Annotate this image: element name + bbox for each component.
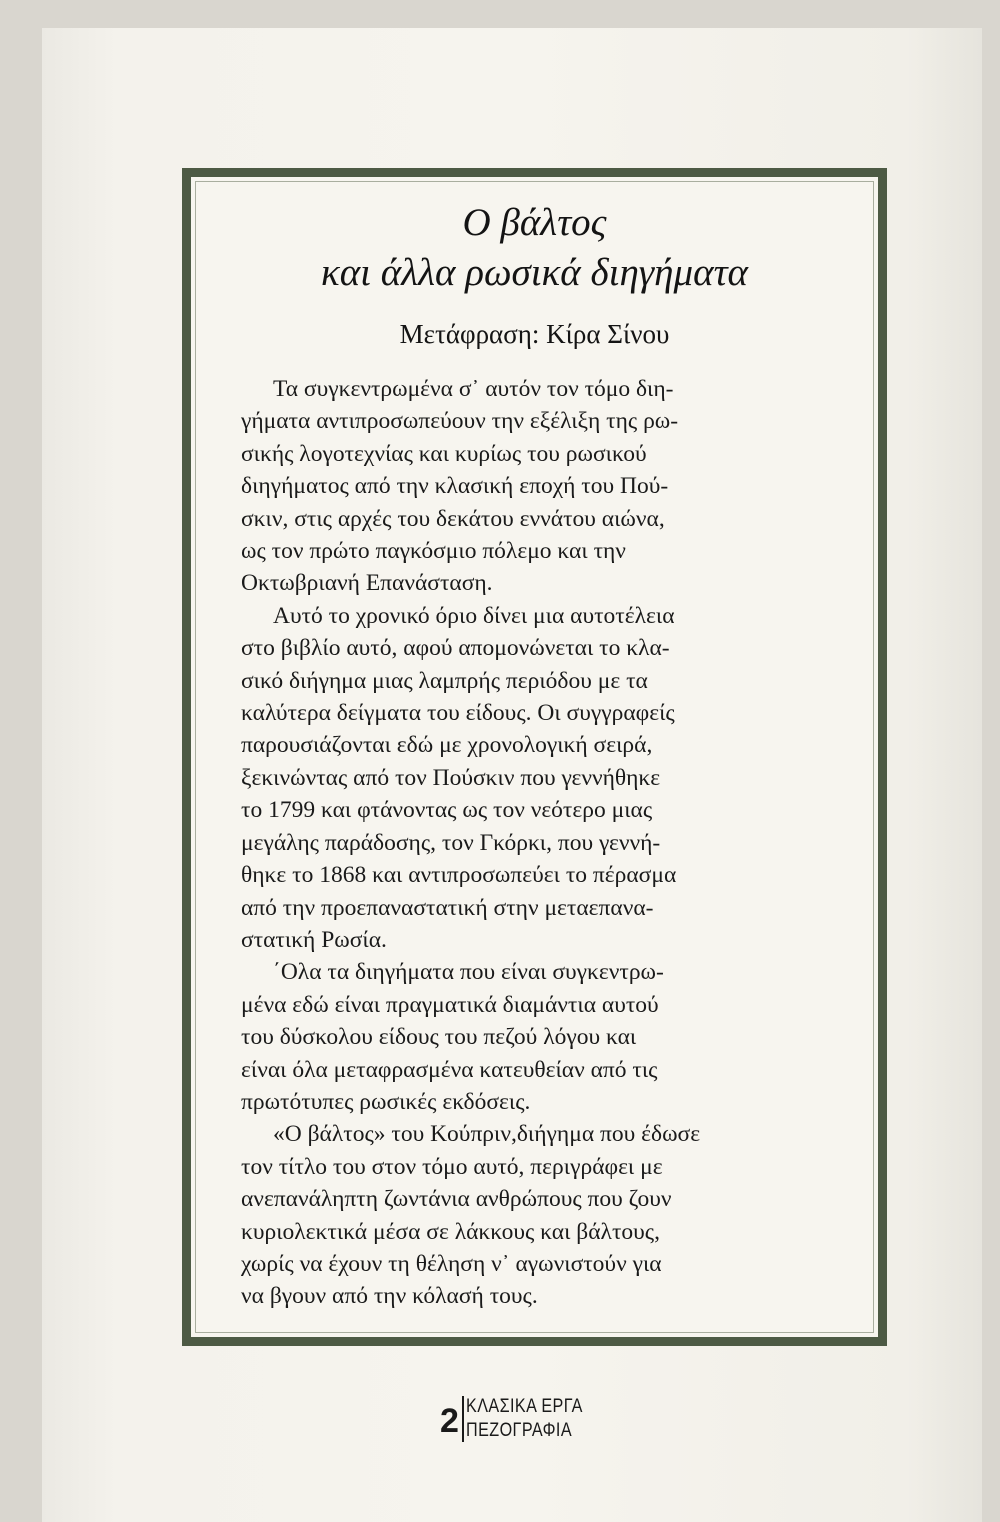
description-line: σικής λογοτεχνίας και κυρίως του ρωσικού (241, 440, 647, 467)
description-line: τον τίτλο του στον τόμο αυτό, περιγράφει με (241, 1153, 663, 1180)
description-line: Οκτωβριανή Επανάσταση. (241, 570, 493, 597)
description-line: στατική Ρωσία. (241, 926, 387, 953)
description-line: να βγουν από την κόλασή τους. (241, 1283, 538, 1310)
series-divider (462, 1396, 464, 1442)
description-text (241, 373, 841, 1313)
translator-credit: Μετάφραση: Κίρα Σίνου (399, 319, 670, 349)
series-genre: ΠΕΖΟΓΡΑΦΙΑ (466, 1420, 573, 1441)
description-line: το 1799 και φτάνοντας ως τον νεότερο μιας (241, 797, 653, 824)
series-number: 2 (440, 1402, 459, 1440)
description-line: καλύτερα δείγματα του είδους. Οι συγγραφείς (241, 700, 675, 727)
series-name: ΚΛΑΣΙΚΑ ΕΡΓΑ (466, 1396, 583, 1417)
description-line: ως τον πρώτο παγκόσμιο πόλεμο και την (241, 538, 626, 565)
description-line: σικό διήγημα μιας λαμπρής περιόδου με τα (241, 667, 648, 694)
description-line: του δύσκολου είδους του πεζού λόγου και (241, 1024, 637, 1051)
description-line: μεγάλης παράδοσης, τον Γκόρκι, που γεννή- (241, 829, 661, 856)
description-line: Τα συγκεντρωμένα σ᾽ αυτόν τον τόμο διη- (273, 376, 674, 402)
description-line: παρουσιάζονται εδώ με χρονολογική σειρά, (241, 732, 653, 759)
book-title: Ο βάλτος (462, 201, 607, 244)
book-back-cover (42, 28, 982, 1522)
description-line: χωρίς να έχουν τη θέληση ν᾽ αγωνιστούν για (241, 1250, 662, 1277)
description-line: στο βιβλίο αυτό, αφού απομονώνεται το κλα- (241, 635, 670, 662)
description-line: διηγήματος από την κλασική εποχή του Πού- (241, 473, 669, 500)
description-line: γήματα αντιπροσωπεύουν την εξέλιξη της ρω- (241, 408, 679, 435)
description-line: ανεπανάληπτη ζωντάνια ανθρώπους που ζουν (241, 1186, 672, 1213)
description-line: ΄Ολα τα διηγήματα που είναι συγκεντρω- (273, 959, 664, 986)
description-line: «Ο βάλτος» του Κούπριν,διήγημα που έδωσε (273, 1121, 701, 1148)
description-line: θηκε το 1868 και αντιπροσωπεύει το πέρασμα (241, 862, 677, 889)
description-line: μένα εδώ είναι πραγματικά διαμάντια αυτού (241, 991, 659, 1018)
description-line: ξεκινώντας από τον Πούσκιν που γεννήθηκε (241, 764, 661, 791)
book-subtitle: και άλλα ρωσικά διηγήματα (320, 251, 749, 294)
description-line: πρωτότυπες ρωσικές εκδόσεις. (241, 1088, 531, 1115)
description-line: κυριολεκτικά μέσα σε λάκκους και βάλτους, (241, 1218, 660, 1245)
description-line: από την προεπαναστατική στην μεταεπανα- (241, 894, 654, 921)
description-line: σκιν, στις αρχές του δεκάτου εννάτου αιώνα, (241, 505, 665, 532)
description-line: Αυτό το χρονικό όριο δίνει μια αυτοτέλεια (273, 602, 675, 629)
text-frame (182, 168, 887, 1346)
description-line: είναι όλα μεταφρασμένα κατευθείαν από τις (241, 1056, 658, 1083)
